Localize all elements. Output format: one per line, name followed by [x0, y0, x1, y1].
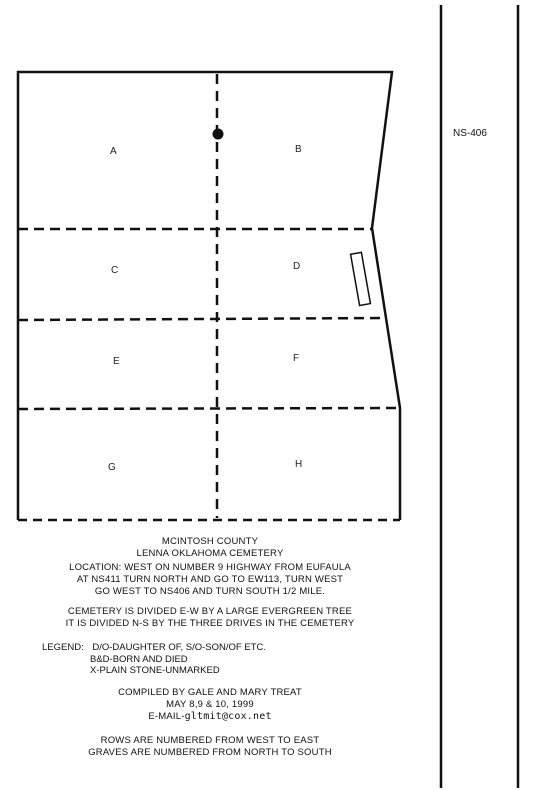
drive-3 — [18, 408, 400, 409]
graves-note: GRAVES ARE NUMBERED FROM NORTH TO SOUTH — [88, 747, 332, 758]
division-line: IT IS DIVIDED N-S BY THE THREE DRIVES IN THE CEMETERY — [65, 618, 355, 629]
email-label: E-MAIL- — [148, 711, 185, 722]
legend — [42, 642, 266, 677]
section-d-label: D — [293, 261, 301, 272]
evergreen-tree-icon — [213, 129, 224, 140]
section-e-label: E — [113, 356, 120, 367]
county-title: MCINTOSH COUNTY — [161, 536, 259, 547]
rows-note: ROWS ARE NUMBERED FROM WEST TO EAST — [100, 735, 320, 746]
section-f-label: F — [293, 353, 300, 364]
header-notes — [20, 536, 400, 560]
section-c-label: C — [111, 265, 119, 276]
legend-item: D/O-DAUGHTER OF, S/O-SON/OF ETC. — [92, 642, 267, 653]
division-notes — [20, 606, 400, 630]
compiled-dates: MAY 8,9 & 10, 1999 — [166, 699, 254, 710]
cemetery-title: LENNA OKLAHOMA CEMETERY — [136, 548, 284, 559]
credits — [20, 687, 400, 723]
compiled-by: COMPILED BY GALE AND MARY TREAT — [118, 687, 302, 698]
structure-rect — [351, 252, 371, 305]
numbering-notes — [20, 735, 400, 759]
legend-item: B&D-BORN AND DIED — [90, 653, 188, 665]
cemetery-boundary — [18, 72, 400, 520]
section-g-label: G — [108, 462, 116, 473]
location-line: AT NS411 TURN NORTH AND GO TO EW113, TURN WEST — [76, 574, 344, 585]
location-notes — [20, 562, 400, 598]
legend-label: LEGEND: — [42, 642, 84, 653]
division-line: CEMETERY IS DIVIDED E-W BY A LARGE EVERGREEN TREE — [67, 606, 353, 617]
legend-item: X-PLAIN STONE-UNMARKED — [90, 665, 220, 676]
section-a-label: A — [110, 146, 117, 157]
location-line: GO WEST TO NS406 AND TURN SOUTH 1/2 MILE. — [94, 586, 326, 597]
road-label: NS-406 — [453, 128, 487, 139]
section-b-label: B — [295, 144, 302, 155]
drive-2 — [18, 318, 386, 320]
email-address: gltmit@cox.net — [184, 711, 272, 722]
location-line: LOCATION: WEST ON NUMBER 9 HIGHWAY FROM EUFAULA — [69, 562, 351, 573]
section-h-label: H — [295, 459, 303, 470]
